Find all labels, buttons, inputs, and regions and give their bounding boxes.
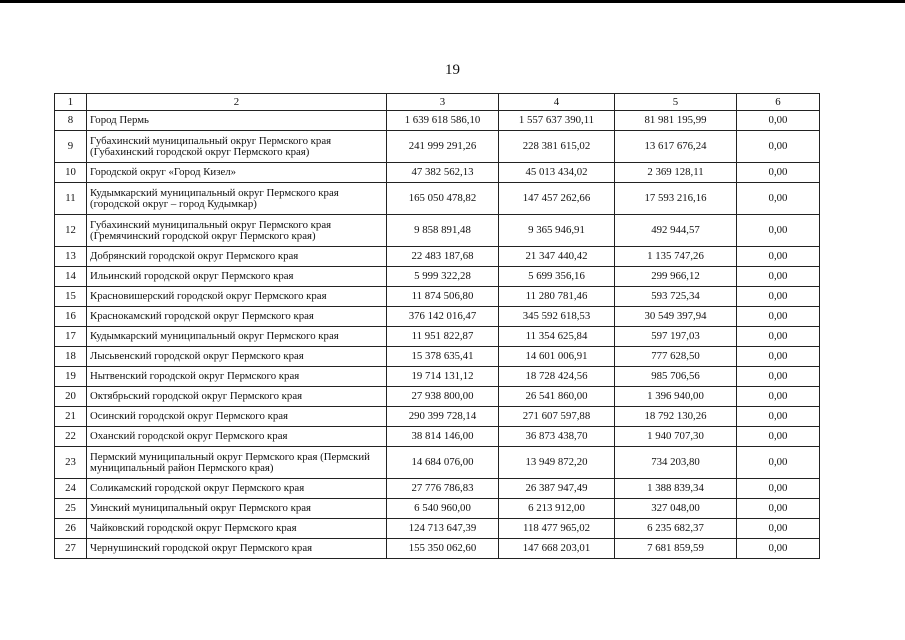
amount-col3-cell: 27 938 800,00: [387, 387, 499, 407]
table-row: [55, 387, 820, 407]
municipality-name-cell: Соликамский городской округ Пермского края: [87, 479, 387, 499]
municipality-name-cell: Уинский муниципальный округ Пермского края: [87, 499, 387, 519]
amount-col5-cell: 18 792 130,26: [615, 407, 737, 427]
row-number-cell: 8: [55, 111, 87, 131]
amount-col4-cell: 228 381 615,02: [499, 131, 615, 163]
amount-col6-cell: 0,00: [737, 387, 820, 407]
municipality-name-cell: Кудымкарский муниципальный округ Пермского края: [87, 327, 387, 347]
row-number-cell: 18: [55, 347, 87, 367]
amount-col5-cell: 777 628,50: [615, 347, 737, 367]
amount-col3-cell: 22 483 187,68: [387, 247, 499, 267]
amount-col5-cell: 13 617 676,24: [615, 131, 737, 163]
amount-col5-cell: 985 706,56: [615, 367, 737, 387]
budget-table: [54, 93, 820, 559]
municipality-name-cell: Чайковский городской округ Пермского края: [87, 519, 387, 539]
amount-col4-cell: 11 280 781,46: [499, 287, 615, 307]
amount-col6-cell: 0,00: [737, 427, 820, 447]
amount-col3-cell: 241 999 291,26: [387, 131, 499, 163]
row-number-cell: 26: [55, 519, 87, 539]
amount-col4-cell: 26 541 860,00: [499, 387, 615, 407]
row-number-cell: 11: [55, 183, 87, 215]
amount-col6-cell: 0,00: [737, 111, 820, 131]
amount-col4-cell: 6 213 912,00: [499, 499, 615, 519]
amount-col6-cell: 0,00: [737, 367, 820, 387]
municipality-name-cell: Добрянский городской округ Пермского края: [87, 247, 387, 267]
row-number-cell: 16: [55, 307, 87, 327]
municipality-name-cell: Лысьвенский городской округ Пермского края: [87, 347, 387, 367]
header-cell: 2: [87, 94, 387, 111]
amount-col6-cell: 0,00: [737, 519, 820, 539]
table-row: [55, 111, 820, 131]
table-row: [55, 427, 820, 447]
amount-col4-cell: 13 949 872,20: [499, 447, 615, 479]
amount-col4-cell: 36 873 438,70: [499, 427, 615, 447]
amount-col5-cell: 327 048,00: [615, 499, 737, 519]
table-row: [55, 479, 820, 499]
amount-col3-cell: 9 858 891,48: [387, 215, 499, 247]
amount-col3-cell: 376 142 016,47: [387, 307, 499, 327]
amount-col4-cell: 14 601 006,91: [499, 347, 615, 367]
amount-col5-cell: 1 396 940,00: [615, 387, 737, 407]
amount-col5-cell: 1 388 839,34: [615, 479, 737, 499]
amount-col6-cell: 0,00: [737, 407, 820, 427]
amount-col3-cell: 38 814 146,00: [387, 427, 499, 447]
amount-col5-cell: 6 235 682,37: [615, 519, 737, 539]
table-row: [55, 287, 820, 307]
amount-col5-cell: 492 944,57: [615, 215, 737, 247]
amount-col4-cell: 147 668 203,01: [499, 539, 615, 559]
amount-col4-cell: 118 477 965,02: [499, 519, 615, 539]
municipality-name-cell: Осинский городской округ Пермского края: [87, 407, 387, 427]
table-row: [55, 367, 820, 387]
amount-col4-cell: 345 592 618,53: [499, 307, 615, 327]
amount-col3-cell: 290 399 728,14: [387, 407, 499, 427]
amount-col5-cell: 593 725,34: [615, 287, 737, 307]
table-row: [55, 183, 820, 215]
table-row: [55, 519, 820, 539]
header-cell: 1: [55, 94, 87, 111]
amount-col3-cell: 155 350 062,60: [387, 539, 499, 559]
table-row: [55, 327, 820, 347]
table-row: [55, 131, 820, 163]
municipality-name-cell: Чернушинский городской округ Пермского края: [87, 539, 387, 559]
amount-col4-cell: 5 699 356,16: [499, 267, 615, 287]
amount-col6-cell: 0,00: [737, 215, 820, 247]
amount-col3-cell: 19 714 131,12: [387, 367, 499, 387]
amount-col3-cell: 11 951 822,87: [387, 327, 499, 347]
header-cell: 4: [499, 94, 615, 111]
row-number-cell: 20: [55, 387, 87, 407]
amount-col5-cell: 7 681 859,59: [615, 539, 737, 559]
amount-col3-cell: 14 684 076,00: [387, 447, 499, 479]
amount-col3-cell: 47 382 562,13: [387, 163, 499, 183]
header-cell: 6: [737, 94, 820, 111]
amount-col6-cell: 0,00: [737, 183, 820, 215]
row-number-cell: 25: [55, 499, 87, 519]
page-number: 19: [445, 62, 460, 78]
row-number-cell: 14: [55, 267, 87, 287]
amount-col3-cell: 5 999 322,28: [387, 267, 499, 287]
row-number-cell: 22: [55, 427, 87, 447]
amount-col6-cell: 0,00: [737, 163, 820, 183]
table-row: [55, 539, 820, 559]
table-row: [55, 499, 820, 519]
amount-col5-cell: 17 593 216,16: [615, 183, 737, 215]
header-cell: 3: [387, 94, 499, 111]
amount-col6-cell: 0,00: [737, 267, 820, 287]
amount-col6-cell: 0,00: [737, 131, 820, 163]
amount-col6-cell: 0,00: [737, 347, 820, 367]
amount-col6-cell: 0,00: [737, 287, 820, 307]
row-number-cell: 9: [55, 131, 87, 163]
header-cell: 5: [615, 94, 737, 111]
row-number-cell: 19: [55, 367, 87, 387]
table-row: [55, 307, 820, 327]
municipality-name-cell: Губахинский муниципальный округ Пермского края (Губахинский городской округ Пермского края): [87, 131, 387, 163]
row-number-cell: 13: [55, 247, 87, 267]
row-number-cell: 10: [55, 163, 87, 183]
amount-col4-cell: 21 347 440,42: [499, 247, 615, 267]
amount-col6-cell: 0,00: [737, 499, 820, 519]
table-row: [55, 215, 820, 247]
row-number-cell: 15: [55, 287, 87, 307]
row-number-cell: 17: [55, 327, 87, 347]
row-number-cell: 21: [55, 407, 87, 427]
amount-col4-cell: 11 354 625,84: [499, 327, 615, 347]
amount-col5-cell: 299 966,12: [615, 267, 737, 287]
amount-col6-cell: 0,00: [737, 247, 820, 267]
amount-col6-cell: 0,00: [737, 447, 820, 479]
amount-col5-cell: 81 981 195,99: [615, 111, 737, 131]
amount-col4-cell: 26 387 947,49: [499, 479, 615, 499]
municipality-name-cell: Октябрьский городской округ Пермского края: [87, 387, 387, 407]
municipality-name-cell: Городской округ «Город Кизел»: [87, 163, 387, 183]
municipality-name-cell: Оханский городской округ Пермского края: [87, 427, 387, 447]
amount-col6-cell: 0,00: [737, 479, 820, 499]
municipality-name-cell: Губахинский муниципальный округ Пермского края (Гремячинский городской округ Пермского края): [87, 215, 387, 247]
row-number-cell: 12: [55, 215, 87, 247]
table-row: [55, 163, 820, 183]
amount-col4-cell: 9 365 946,91: [499, 215, 615, 247]
amount-col6-cell: 0,00: [737, 327, 820, 347]
amount-col3-cell: 6 540 960,00: [387, 499, 499, 519]
amount-col3-cell: 15 378 635,41: [387, 347, 499, 367]
municipality-name-cell: Кудымкарский муниципальный округ Пермского края (городской округ – город Кудымкар): [87, 183, 387, 215]
table-header-row: [55, 94, 820, 111]
amount-col3-cell: 27 776 786,83: [387, 479, 499, 499]
amount-col4-cell: 45 013 434,02: [499, 163, 615, 183]
amount-col4-cell: 271 607 597,88: [499, 407, 615, 427]
amount-col5-cell: 597 197,03: [615, 327, 737, 347]
municipality-name-cell: Краснокамский городской округ Пермского края: [87, 307, 387, 327]
amount-col3-cell: 165 050 478,82: [387, 183, 499, 215]
amount-col4-cell: 18 728 424,56: [499, 367, 615, 387]
municipality-name-cell: Красновишерский городской округ Пермского края: [87, 287, 387, 307]
table-row: [55, 447, 820, 479]
municipality-name-cell: Ильинский городской округ Пермского края: [87, 267, 387, 287]
top-border-line: [0, 0, 905, 3]
amount-col5-cell: 2 369 128,11: [615, 163, 737, 183]
row-number-cell: 27: [55, 539, 87, 559]
municipality-name-cell: Нытвенский городской округ Пермского края: [87, 367, 387, 387]
amount-col6-cell: 0,00: [737, 539, 820, 559]
municipality-name-cell: Пермский муниципальный округ Пермского края (Пермский муниципальный район Пермского края): [87, 447, 387, 479]
amount-col6-cell: 0,00: [737, 307, 820, 327]
amount-col4-cell: 147 457 262,66: [499, 183, 615, 215]
amount-col5-cell: 1 135 747,26: [615, 247, 737, 267]
table-row: [55, 407, 820, 427]
row-number-cell: 24: [55, 479, 87, 499]
amount-col5-cell: 734 203,80: [615, 447, 737, 479]
municipality-name-cell: Город Пермь: [87, 111, 387, 131]
amount-col3-cell: 11 874 506,80: [387, 287, 499, 307]
amount-col4-cell: 1 557 637 390,11: [499, 111, 615, 131]
row-number-cell: 23: [55, 447, 87, 479]
table-row: [55, 347, 820, 367]
amount-col5-cell: 1 940 707,30: [615, 427, 737, 447]
amount-col5-cell: 30 549 397,94: [615, 307, 737, 327]
table-row: [55, 247, 820, 267]
amount-col3-cell: 1 639 618 586,10: [387, 111, 499, 131]
table-row: [55, 267, 820, 287]
amount-col3-cell: 124 713 647,39: [387, 519, 499, 539]
